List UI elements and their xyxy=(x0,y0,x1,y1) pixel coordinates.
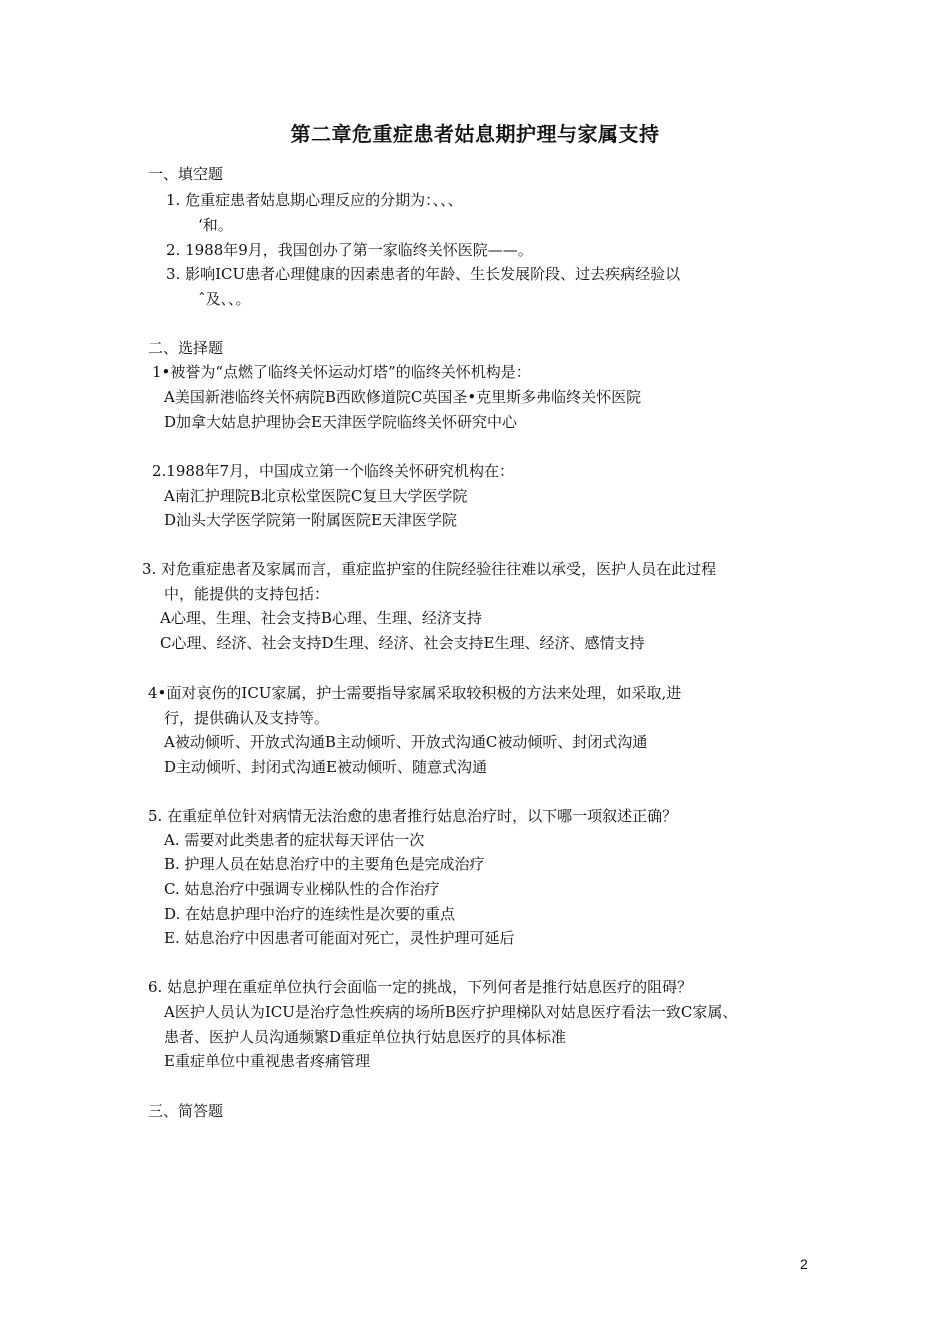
choice-q5-stem: 5. 在重症单位针对病情无法治愈的患者推行姑息治疗时，以下哪一项叙述正确？ xyxy=(148,807,678,825)
choice-q6-options-3: E重症单位中重视患者疼痛管理 xyxy=(164,1052,370,1070)
fill-q2: 2. 1988年9月，我国创办了第一家临终关怀医院——。 xyxy=(166,241,533,259)
choice-q2-options-2: D汕头大学医学院第一附属医院E天津医学院 xyxy=(164,511,457,529)
fill-q1-line2: ‘和。 xyxy=(198,216,233,234)
choice-q5-option-d: D. 在姑息护理中治疗的连续性是次要的重点 xyxy=(164,905,456,923)
choice-q3-options-2: C心理、经济、社会支持D生理、经济、社会支持E生理、经济、感情支持 xyxy=(160,634,645,652)
choice-q5-option-b: B. 护理人员在姑息治疗中的主要角色是完成治疗 xyxy=(164,855,485,873)
choice-q4-stem-1: 4•面对哀伤的ICU家属，护士需要指导家属采取较积极的方法来处理，如采取,进 xyxy=(148,684,682,702)
choice-q5-option-a: A. 需要对此类患者的症状每天评估一次 xyxy=(164,831,425,849)
choice-q3-options-1: A心理、生理、社会支持B心理、生理、经济支持 xyxy=(160,609,482,627)
section-heading-fill-blank: 一、填空题 xyxy=(148,165,224,183)
choice-q3-stem-2: 中，能提供的支持包括： xyxy=(164,585,330,603)
choice-q6-options-1: A医护人员认为ICU是治疗急性疾病的场所B医疗护理梯队对姑息医疗看法一致C家属、 xyxy=(164,1003,738,1021)
choice-q6-options-2: 患者、医护人员沟通频繁D重症单位执行姑息医疗的具体标准 xyxy=(164,1028,567,1046)
fill-q3-line1: 3. 影响ICU患者心理健康的因素患者的年龄、生长发展阶段、过去疾病经验以 xyxy=(166,265,681,283)
choice-q2-stem: 2.1988年7月，中国成立第一个临终关怀研究机构在： xyxy=(152,462,515,480)
section-heading-choice: 二、选择题 xyxy=(148,339,224,357)
fill-q3-line2: ˆ及、、。 xyxy=(198,290,251,308)
choice-q4-options-1: A被动倾听、开放式沟通B主动倾听、开放式沟通C被动倾听、封闭式沟通 xyxy=(164,733,648,751)
page-number: 2 xyxy=(800,1256,808,1272)
section-heading-short-answer: 三、简答题 xyxy=(148,1102,224,1120)
choice-q3-stem-1: 3. 对危重症患者及家属而言，重症监护室的住院经验往往难以承受，医护人员在此过程 xyxy=(142,560,717,578)
choice-q5-option-e: E. 姑息治疗中因患者可能面对死亡，灵性护理可延后 xyxy=(164,929,515,947)
page-title: 第二章危重症患者姑息期护理与家属支持 xyxy=(290,122,660,146)
choice-q4-options-2: D主动倾听、封闭式沟通E被动倾听、随意式沟通 xyxy=(164,758,487,776)
choice-q2-options-1: A南汇护理院B北京松堂医院C复旦大学医学院 xyxy=(164,487,468,505)
choice-q6-stem: 6. 姑息护理在重症单位执行会面临一定的挑战，下列何者是推行姑息医疗的阻碍？ xyxy=(148,978,693,996)
choice-q1-options-1: A美国新港临终关怀病院B西欧修道院C英国圣•克里斯多弗临终关怀医院 xyxy=(164,388,642,406)
choice-q5-option-c: C. 姑息治疗中强调专业梯队性的合作治疗 xyxy=(164,880,440,898)
choice-q4-stem-2: 行，提供确认及支持等。 xyxy=(164,709,330,727)
fill-q1-line1: 1. 危重症患者姑息期心理反应的分期为：、、、 xyxy=(166,191,463,209)
choice-q1-stem: 1•被誉为“点燃了临终关怀运动灯塔”的临终关怀机构是： xyxy=(152,363,531,381)
choice-q1-options-2: D加拿大姑息护理协会E天津医学院临终关怀研究中心 xyxy=(164,413,517,431)
